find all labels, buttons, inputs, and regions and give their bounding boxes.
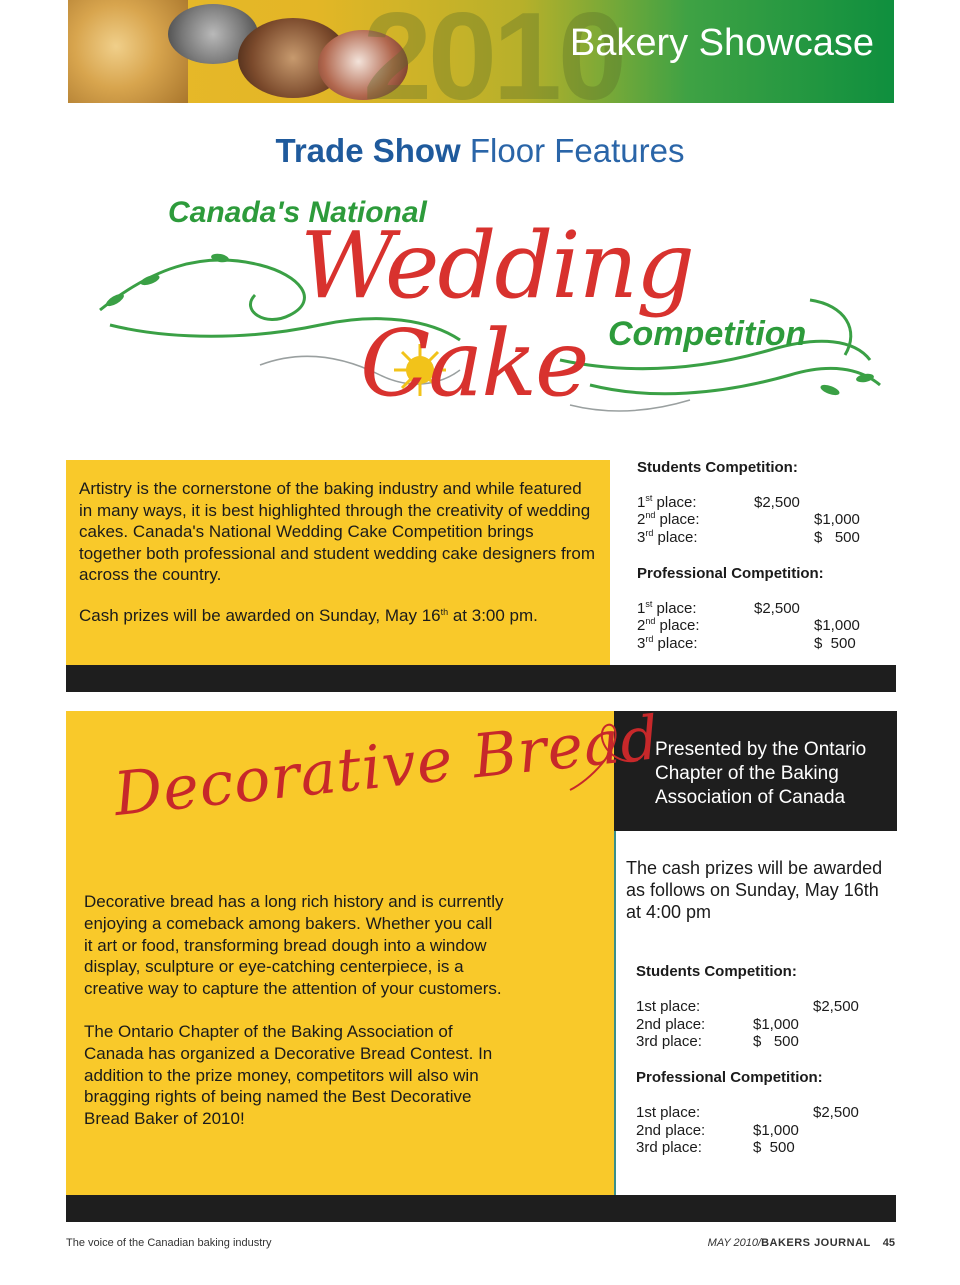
section-divider-bar [66,1195,896,1222]
prize-place: 1st place: [637,599,697,617]
prize-amount: $1,000 [753,1122,799,1139]
bread-student-row [636,1016,866,1034]
prize-place: 1st place: [637,493,697,511]
prize-place: 1st place: [636,1104,701,1121]
prize-amount: $2,500 [754,600,800,617]
prize-amount: $1,000 [814,617,860,634]
wedding-professional-heading: Professional Competition: [637,565,824,582]
banner-year: 2010 [363,0,623,103]
wedding-paragraph: Artistry is the cornerstone of the baking industry and while featured in many ways, it is best highlighted through the creativity of wedding cakes. Canada's National Wedding Cake Competition brings together both professional and student wedding cake designers from across the country. [79,479,595,585]
prize-place: 3rd place: [637,528,698,546]
wedding-cash-sup: th [440,607,449,617]
prize-amount: $ 500 [814,529,860,546]
prize-amount: $2,500 [754,494,800,511]
footer-issue [708,1237,895,1249]
column-divider [614,831,616,1195]
footer-journal: BAKERS JOURNAL [761,1237,871,1249]
section-divider-bar [66,665,896,692]
bread-paragraphs [84,891,504,1130]
bread-professional-heading: Professional Competition: [636,1069,823,1086]
prize-place: 3rd place: [637,634,698,652]
prize-place: 2nd place: [636,1016,706,1033]
page-title [0,132,960,170]
prize-place: 1st place: [636,998,701,1015]
banner-title: Bakery Showcase [569,22,874,64]
footer-issue-date: MAY 2010/ [707,1237,762,1249]
bread-cash-note: The cash prizes will be awarded as follows on Sunday, May 16th at 4:00 pm [626,858,883,922]
logo-word-cake: Cake [360,310,588,417]
wedding-student-row [637,494,867,512]
logo-line-canadas-national: Canada's National [168,196,427,229]
bread-student-row [636,1033,866,1051]
logo-word-wedding: Wedding [300,212,693,319]
bread-paragraph-1: Decorative bread has a long rich history and is currently enjoying a comeback among bakers. Whether you call it art or food, transforming bread dough into a window display, sculpture or eye-catching centerpiece, is a creative way to capture the attention of your customers. [84,892,504,999]
wedding-cash-time: at 3:00 pm. [448,606,538,625]
wedding-cash-note [79,606,538,626]
decorative-bread-title: Decorative Bread [110,703,664,830]
bread-photo [68,0,188,103]
prize-place: 3rd place: [636,1033,702,1050]
prize-place: 3rd place: [636,1139,702,1156]
wedding-professional-row [637,600,867,618]
presented-by-text: Presented by the Ontario Chapter of the Baking Association of Canada [655,739,867,808]
bread-professional-row [636,1122,866,1140]
prize-amount: $ 500 [814,635,856,652]
wedding-cash-text: Cash prizes will be awarded on Sunday, May 16 [79,606,441,625]
wedding-professional-row [637,635,867,653]
bread-students-heading: Students Competition: [636,963,797,980]
page-title-rest: Floor Features [469,132,685,169]
prize-place: 2nd place: [636,1122,706,1139]
prize-amount: $ 500 [753,1033,799,1050]
prize-place: 2nd place: [637,510,700,528]
page-title-bold: Trade Show [275,132,461,169]
wedding-student-row [637,529,867,547]
page-number: 45 [882,1237,895,1249]
header-banner [68,0,894,103]
wedding-students-heading: Students Competition: [637,459,798,476]
prize-amount: $1,000 [814,511,860,528]
prize-amount: $2,500 [813,998,859,1015]
wedding-professional-row [637,617,867,635]
prize-amount: $ 500 [753,1139,795,1156]
prize-place: 2nd place: [637,616,700,634]
bread-student-row [636,998,866,1016]
footer-tagline: The voice of the Canadian baking industry [66,1237,272,1249]
bread-professional-row [636,1139,866,1157]
logo-word-competition: Competition [608,315,807,353]
prize-amount: $2,500 [813,1104,859,1121]
wedding-student-row [637,511,867,529]
prize-amount: $1,000 [753,1016,799,1033]
bread-professional-row [636,1104,866,1122]
bread-paragraph-2: The Ontario Chapter of the Baking Association of Canada has organized a Decorative Bread Contest. In addition to the prize money, competitors will also win bragging rights of being named the Best Decorative Bread Baker of 2010! [84,1021,493,1129]
